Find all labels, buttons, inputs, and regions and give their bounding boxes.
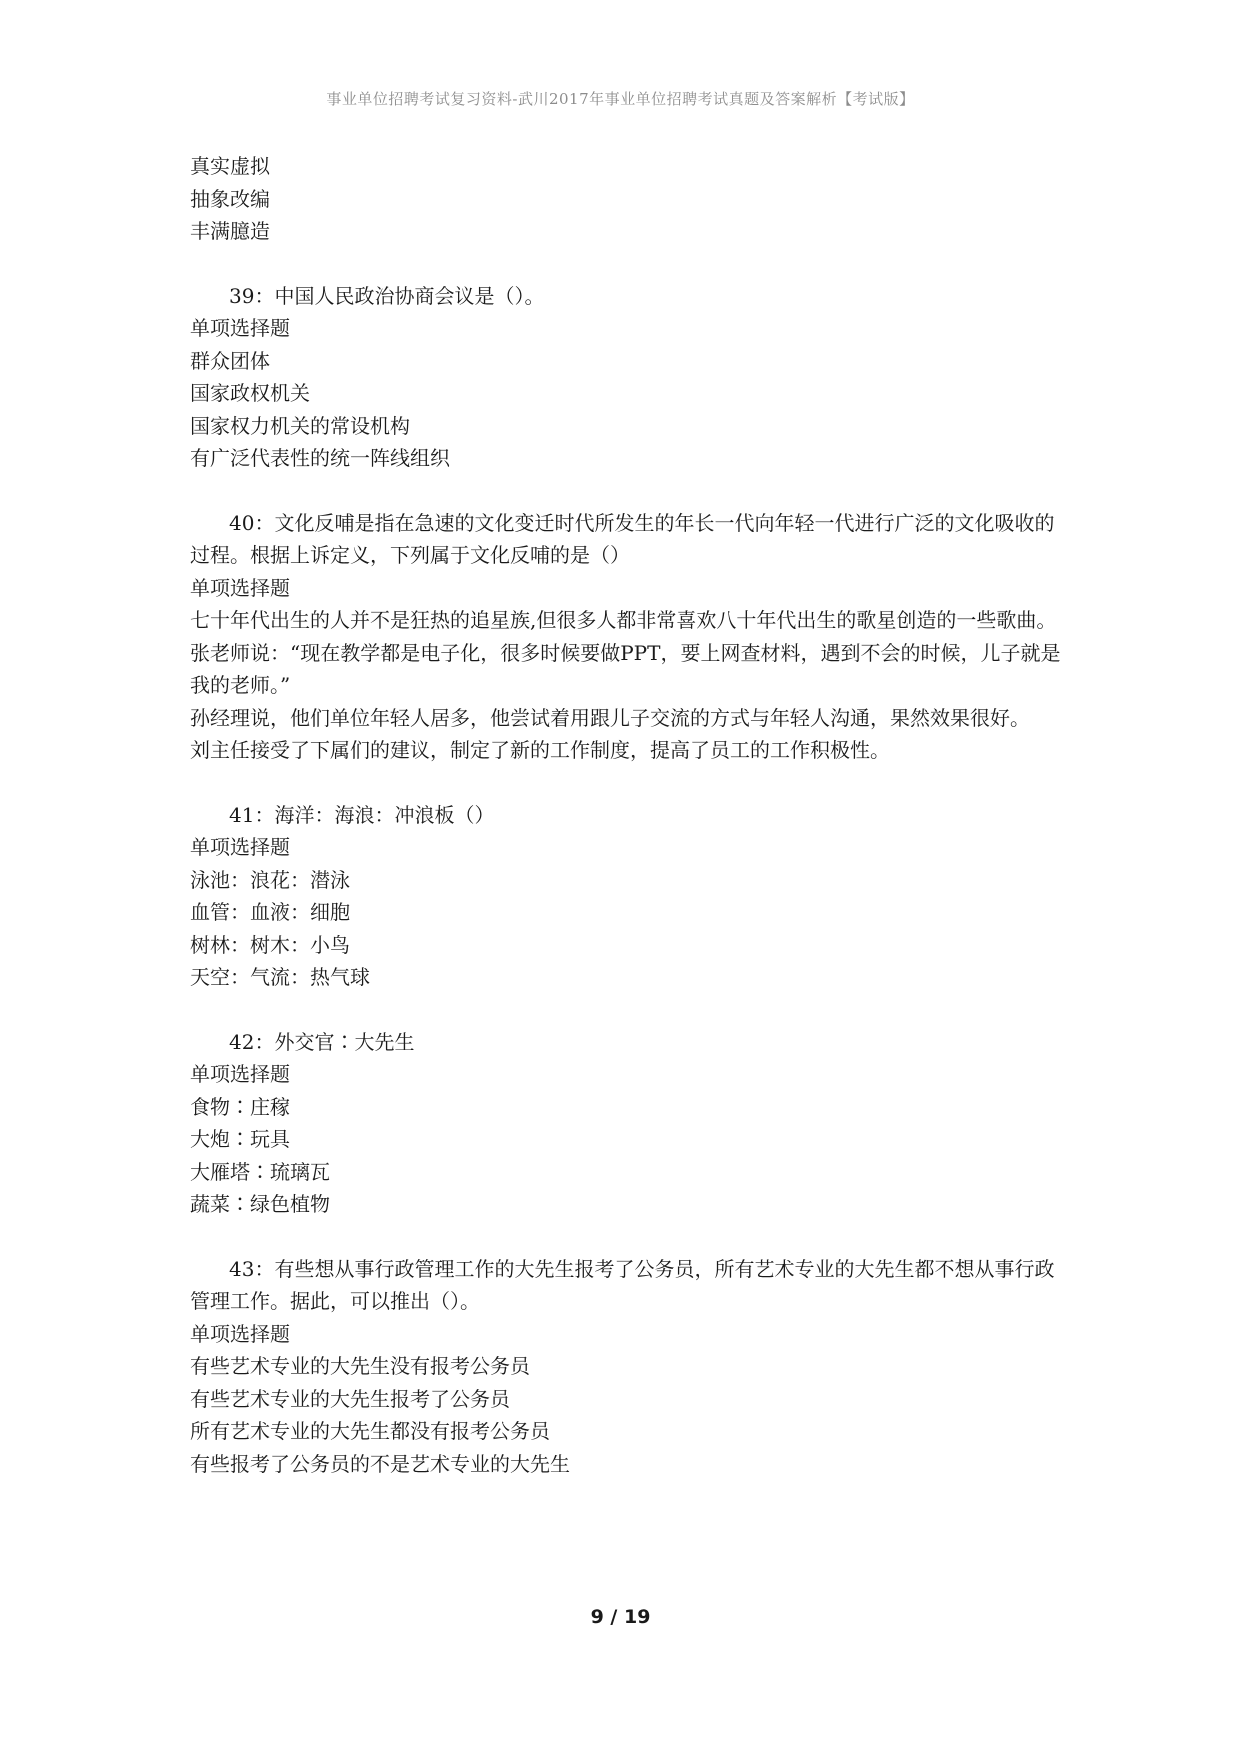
question-type: 单项选择题 xyxy=(190,1321,290,1346)
option: 蔬菜∶绿色植物 xyxy=(190,1192,330,1216)
option: 大雁塔∶琉璃瓦 xyxy=(190,1159,330,1184)
option: 血管：血液：细胞 xyxy=(190,900,350,924)
question-40 xyxy=(190,507,1070,767)
question-41 xyxy=(190,799,1070,994)
option: 张老师说：“现在教学都是电子化，很多时候要做PPT，要上网查材料，遇到不会的时候，儿子就是我的老师。” xyxy=(190,640,1061,697)
question-type: 单项选择题 xyxy=(190,1062,290,1086)
question-stem: 41：海洋：海浪：冲浪板（） xyxy=(229,802,495,827)
continued-options xyxy=(190,150,1070,248)
page-header: 事业单位招聘考试复习资料-武川2017年事业单位招聘考试真题及答案解析【考试版】 xyxy=(326,90,915,108)
option: 泳池：浪花：潜泳 xyxy=(190,867,350,892)
page-number: 9 / 19 xyxy=(590,1606,651,1628)
option: 群众团体 xyxy=(190,348,270,373)
question-type: 单项选择题 xyxy=(190,316,290,340)
option: 孙经理说，他们单位年轻人居多，他尝试着用跟儿子交流的方式与年轻人沟通，果然效果很好。 xyxy=(190,705,1030,730)
option: 有广泛代表性的统一阵线组织 xyxy=(190,446,450,470)
option: 国家权力机关的常设机构 xyxy=(190,413,410,438)
option: 丰满臆造 xyxy=(190,219,270,243)
question-type: 单项选择题 xyxy=(190,835,290,859)
question-type: 单项选择题 xyxy=(190,575,290,600)
question-39 xyxy=(190,280,1070,475)
question-42 xyxy=(190,1026,1070,1221)
option: 有些艺术专业的大先生没有报考公务员 xyxy=(190,1354,530,1378)
option: 国家政权机关 xyxy=(190,381,310,405)
option: 有些报考了公务员的不是艺术专业的大先生 xyxy=(190,1451,570,1476)
question-stem: 39：中国人民政治协商会议是（）。 xyxy=(229,283,545,308)
page-content xyxy=(190,150,1070,1480)
option: 七十年代出生的人并不是狂热的追星族,但很多人都非常喜欢八十年代出生的歌星创造的一些歌曲。 xyxy=(190,608,1057,632)
option: 所有艺术专业的大先生都没有报考公务员 xyxy=(190,1419,550,1443)
question-43 xyxy=(190,1253,1070,1481)
option: 真实虚拟 xyxy=(190,154,270,178)
option: 大炮∶玩具 xyxy=(190,1127,290,1151)
option: 树林：树木：小鸟 xyxy=(190,932,350,957)
question-stem: 42：外交官∶大先生 xyxy=(229,1029,415,1054)
option: 天空：气流：热气球 xyxy=(190,965,370,989)
option: 刘主任接受了下属们的建议，制定了新的工作制度，提高了员工的工作积极性。 xyxy=(190,738,890,762)
question-stem: 40：文化反哺是指在急速的文化变迁时代所发生的年长一代向年轻一代进行广泛的文化吸收的过程。根据上诉定义，下列属于文化反哺的是（） xyxy=(190,510,1055,567)
option: 有些艺术专业的大先生报考了公务员 xyxy=(190,1386,510,1411)
question-stem: 43：有些想从事行政管理工作的大先生报考了公务员，所有艺术专业的大先生都不想从事行政管理工作。据此，可以推出（）。 xyxy=(190,1256,1055,1313)
option: 食物∶庄稼 xyxy=(190,1094,290,1119)
option: 抽象改编 xyxy=(190,186,270,211)
